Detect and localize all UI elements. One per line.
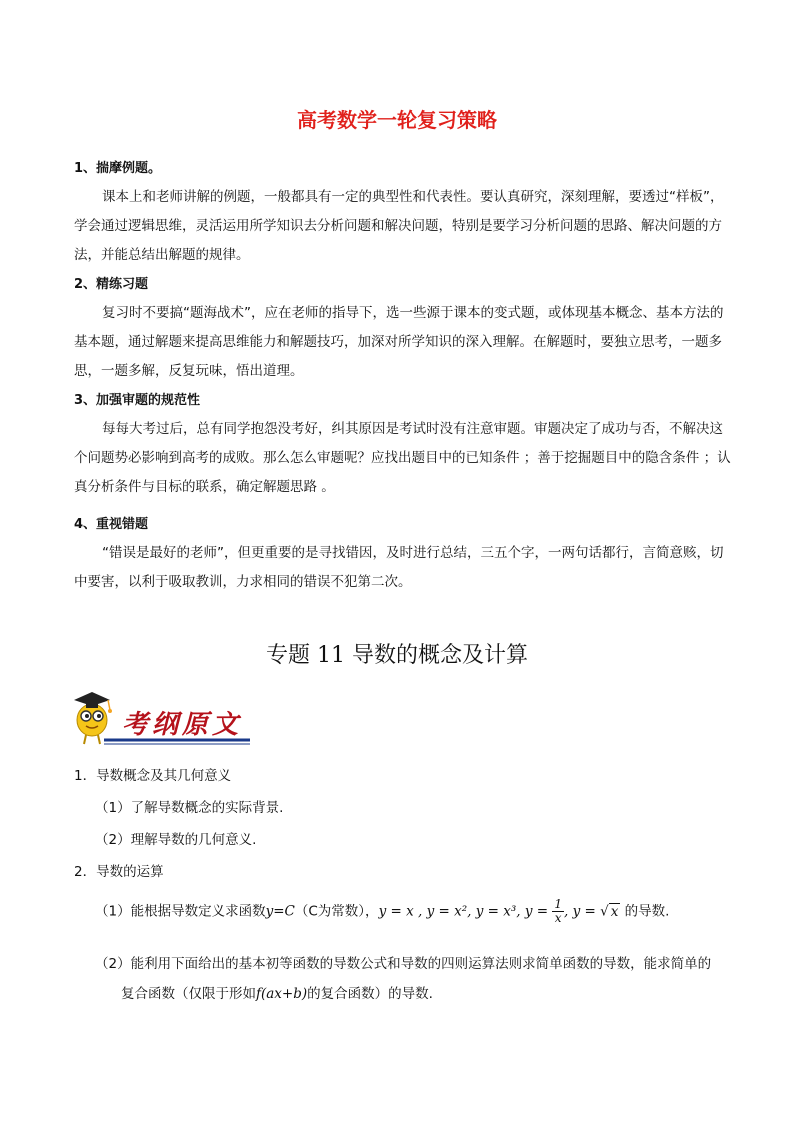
text-segment: 复合函数（仅限于形如 [121, 986, 256, 1002]
sqrt-symbol: √ [600, 903, 609, 920]
text-segment: 的复合函数）的导数. [307, 986, 433, 1002]
text-segment: （C为常数）， [294, 903, 379, 920]
math-separator: , y = [564, 903, 601, 920]
strategy-body: “错误是最好的老师”，但更重要的是寻找错因，及时进行总结，三五个字，一两句话都行，言简意赅，切中要害，以利于吸取教训，力求相同的错误不犯第二次。 [74, 545, 724, 590]
banner-title: 考纲原文 [122, 710, 243, 740]
syllabus-banner [64, 684, 254, 748]
outline-item-2-sub-2-line-1: （2）能利用下面给出的基本初等函数的导数公式和导数的四则运算法则求简单函数的导数，能求简单的 [95, 956, 712, 972]
sqrt-x [600, 903, 620, 920]
strategy-heading: 4、重视错题 [74, 517, 149, 532]
fraction-one-over-x [552, 898, 564, 925]
outline-item-1-sub-2: （2）理解导数的几何意义. [95, 832, 257, 848]
math-composite-function: f(ax+b) [256, 986, 308, 1002]
outline-item-2-sub-1 [95, 898, 775, 925]
outline-item-2: 2．导数的运算 [74, 864, 164, 880]
strategy-section-3 [74, 386, 734, 502]
text-segment: 的导数. [620, 903, 670, 920]
strategy-heading: 2、精练习题 [74, 277, 149, 292]
strategy-heading: 3、加强审题的规范性 [74, 393, 201, 408]
outline-item-1-sub-1: （1）了解导数概念的实际背景. [95, 800, 284, 816]
strategy-section-2 [74, 270, 734, 386]
sqrt-radicand: x [610, 903, 619, 920]
page-title: 高考数学一轮复习策略 [297, 108, 497, 132]
strategy-body: 课本上和老师讲解的例题，一般都具有一定的典型性和代表性。要认真研究，深刻理解，要透过“样板”，学会通过逻辑思维，灵活运用所学知识去分析问题和解决问题，特别是要学习分析问题的思路、解决问题的方法，并能总结出解题的规律。 [74, 189, 724, 263]
strategy-body: 复习时不要搞“题海战术”，应在老师的指导下，选一些源于课本的变式题，或体现基本概念、基本方法的基本题，通过解题来提高思维能力和解题技巧，加深对所学知识的深入理解。在解题时，要独立思考，一题多思，一题多解，反复玩味，悟出道理。 [74, 305, 724, 379]
strategy-section-1 [74, 154, 734, 270]
strategy-section-4 [74, 510, 734, 597]
outline-item-1: 1．导数概念及其几何意义 [74, 768, 232, 784]
outline-item-2-sub-2-line-2 [121, 982, 794, 1002]
text-segment: （1）能根据导数定义求函数 [95, 903, 266, 920]
strategy-body: 每每大考过后，总有同学抱怨没考好，纠其原因是考试时没有注意审题。审题决定了成功与否，不解决这个问题势必影响到高考的成败。那么怎么审题呢？应找出题目中的已知条件 ；善于挖掘题目中的隐含条件 ；认真分析条件与目标的联系，确定解题思路 。 [74, 421, 731, 495]
math-constant-function: y=C [265, 903, 295, 920]
strategy-heading: 1、揣摩例题。 [74, 161, 162, 176]
fraction-denominator: x [554, 911, 562, 925]
fraction-numerator: 1 [554, 897, 562, 911]
topic-title: 专题 11 导数的概念及计算 [266, 643, 528, 668]
math-function-list: y = x , y = x², y = x³, y = [378, 903, 553, 920]
